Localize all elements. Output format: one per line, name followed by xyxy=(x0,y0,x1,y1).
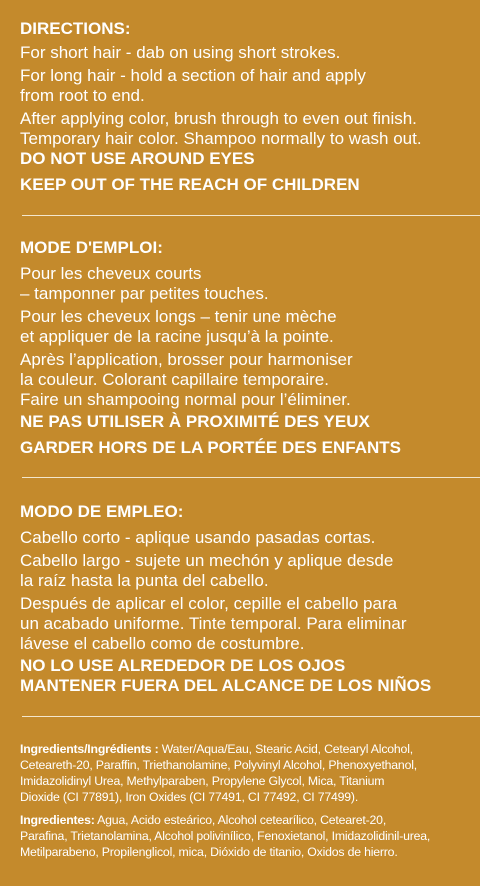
ingredients-label: Ingredients/Ingrédients : xyxy=(20,742,159,756)
paragraph xyxy=(20,551,468,591)
section-french xyxy=(20,238,468,461)
ingredients-es xyxy=(20,812,470,860)
warning-children: MANTENER FUERA DEL ALCANCE DE LOS NIÑOS xyxy=(20,676,432,695)
paragraph xyxy=(20,307,468,347)
text-line: For long hair - hold a section of hair and apply xyxy=(20,66,366,85)
text-line: la raíz hasta la punta del cabello. xyxy=(20,571,269,590)
directions-heading: DIRECTIONS: xyxy=(20,19,131,38)
text-line: Imidazolidinyl Urea, Methylparaben, Propylene Glycol, Mica, Titanium xyxy=(20,774,385,788)
text-line: Metilparabeno, Propilenglicol, mica, Dióxido de titanio, Oxidos de hierro. xyxy=(20,845,398,859)
warning-eyes: NE PAS UTILISER À PROXIMITÉ DES YEUX xyxy=(20,412,370,431)
divider xyxy=(22,716,480,717)
text-line: For short hair - dab on using short strokes. xyxy=(20,43,341,62)
text-line xyxy=(20,812,470,828)
section-english xyxy=(20,19,468,198)
text-line: et appliquer de la racine jusqu’à la pointe. xyxy=(20,327,334,346)
paragraph xyxy=(20,350,468,410)
text-line: Después de aplicar el color, cepille el cabello para xyxy=(20,594,398,613)
mode-emploi-heading: MODE D'EMPLOI: xyxy=(20,238,163,257)
ingredientes-text: Agua, Acido esteárico, Alcohol cetearílico, Cetearet-20, xyxy=(94,813,387,827)
ingredients-text: Water/Aqua/Eau, Stearic Acid, Cetearyl Alcohol, xyxy=(158,742,413,756)
ingredientes-label: Ingredientes: xyxy=(20,813,95,827)
paragraph xyxy=(20,66,468,106)
text-line: After applying color, brush through to even out finish. xyxy=(20,109,417,128)
text-line: Après l’application, brosser pour harmoniser xyxy=(20,350,353,369)
text-line: Cabello largo - sujete un mechón y aplique desde xyxy=(20,551,394,570)
text-line: Parafina, Trietanolamina, Alcohol polivinílico, Fenoxietanol, Imidazolidinil-urea, xyxy=(20,829,431,843)
text-line: Temporary hair color. Shampoo normally to wash out. xyxy=(20,129,422,148)
paragraph xyxy=(20,109,468,149)
section-spanish xyxy=(20,502,468,699)
text-line: Cabello corto - aplique usando pasadas cortas. xyxy=(20,528,376,547)
paragraph xyxy=(20,594,468,654)
text-line: – tamponner par petites touches. xyxy=(20,284,269,303)
text-line: la couleur. Colorant capillaire temporaire. xyxy=(20,370,329,389)
text-line: from root to end. xyxy=(20,86,145,105)
text-line: Ceteareth-20, Paraffin, Triethanolamine, Polyvinyl Alcohol, Phenoxyethanol, xyxy=(20,758,417,772)
modo-empleo-heading: MODO DE EMPLEO: xyxy=(20,502,184,521)
warning-children: KEEP OUT OF THE REACH OF CHILDREN xyxy=(20,175,360,194)
text-line: Pour les cheveux longs – tenir une mèche xyxy=(20,307,337,326)
warning-eyes: DO NOT USE AROUND EYES xyxy=(20,149,255,168)
text-line xyxy=(20,741,470,757)
warning-eyes: NO LO USE ALREDEDOR DE LOS OJOS xyxy=(20,656,346,675)
text-line: un acabado uniforme. Tinte temporal. Para eliminar xyxy=(20,614,407,633)
paragraph xyxy=(20,528,468,548)
text-line: Pour les cheveux courts xyxy=(20,264,202,283)
text-line: Faire un shampooing normal pour l’éliminer. xyxy=(20,390,351,409)
warning-children: GARDER HORS DE LA PORTÉE DES ENFANTS xyxy=(20,438,401,457)
text-line: Dioxide (CI 77891), Iron Oxides (CI 77491, CI 77492, CI 77499). xyxy=(20,790,359,804)
ingredients-en-fr xyxy=(20,741,470,805)
paragraph xyxy=(20,43,468,63)
paragraph xyxy=(20,264,468,304)
divider xyxy=(22,215,480,216)
text-line: lávese el cabello como de costumbre. xyxy=(20,634,305,653)
divider xyxy=(22,477,480,478)
